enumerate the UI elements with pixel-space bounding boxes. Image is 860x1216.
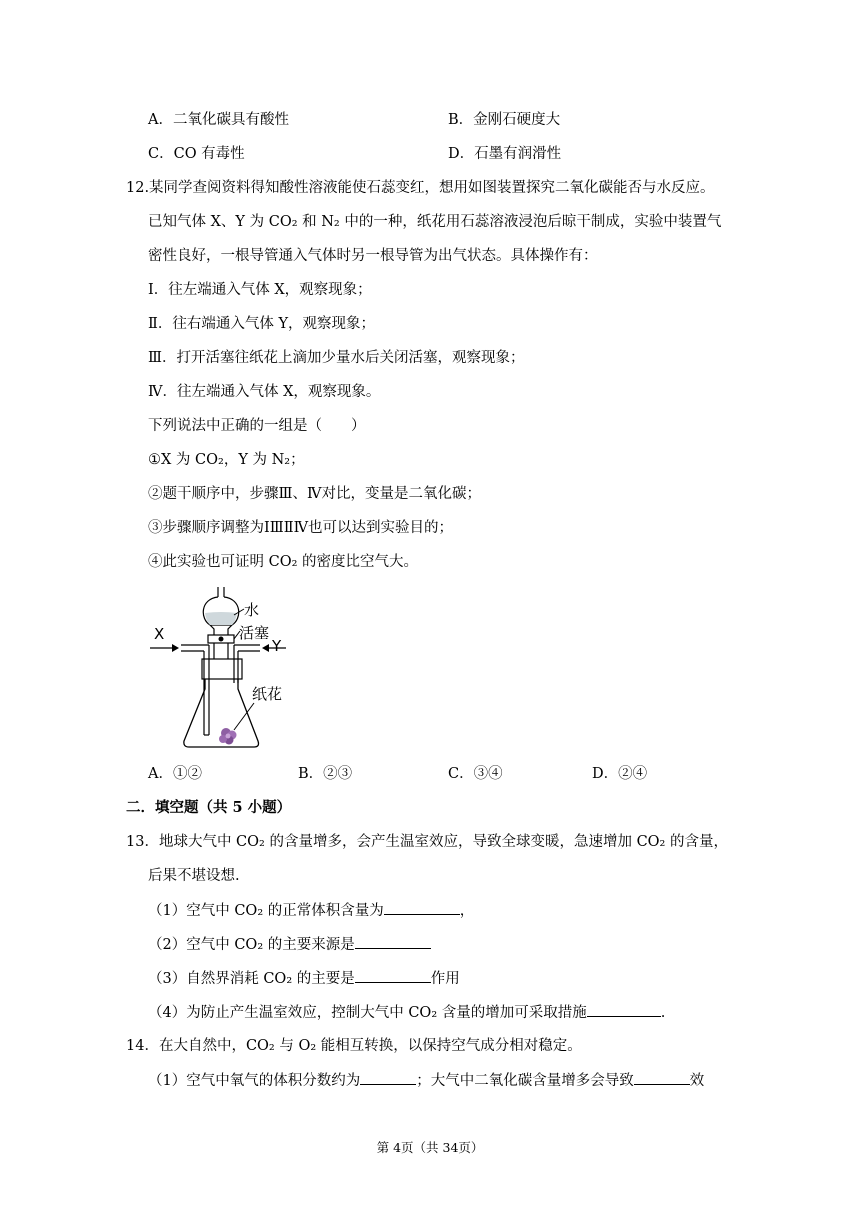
- q11-option-a: A．二氧化碳具有酸性: [148, 112, 289, 128]
- q14-sub1-end: 效: [689, 1073, 705, 1089]
- q13-sub3-blank[interactable]: [355, 968, 431, 983]
- q12-stem-line2: 已知气体 X、Y 为 CO₂ 和 N₂ 中的一种，纸花用石蕊溶液浸泡后晾干制成，实验中装置气: [148, 214, 722, 230]
- q12-statement-2: ②题干顺序中，步骤Ⅲ、Ⅳ对比，变量是二氧化碳；: [148, 486, 481, 502]
- q12-step-4: Ⅳ．往左端通入气体 X，观察现象。: [148, 384, 381, 400]
- q12-stem-line3: 密性良好，一根导管通入气体时另一根导管为出气状态。具体操作有：: [148, 248, 598, 264]
- q13-sub3-text: （3）自然界消耗 CO₂ 的主要是: [148, 971, 355, 987]
- section-title: 二．填空题（共 5 小题）: [126, 799, 292, 816]
- q13-sub2-blank[interactable]: [355, 934, 431, 949]
- q12-option-d: D．②④: [592, 766, 648, 782]
- q12-option-a: A．①②: [148, 766, 202, 782]
- q12-option-c: C．③④: [448, 766, 503, 782]
- q14-sub1: [148, 1070, 704, 1091]
- q11-option-b: B．金刚石硬度大: [448, 112, 561, 128]
- label-water: 水: [244, 601, 260, 619]
- q14-sub1-blank1[interactable]: [360, 1070, 416, 1085]
- q13-sub2: [148, 934, 431, 955]
- rubber-stopper: [202, 659, 242, 679]
- q13-sub3-end: 作用: [430, 971, 460, 987]
- q11-option-d: D．石墨有润滑性: [448, 146, 562, 162]
- label-paper-flower: 纸花: [252, 685, 283, 703]
- q13-sub4-blank[interactable]: [587, 1002, 661, 1017]
- apparatus-diagram: [148, 585, 308, 750]
- q12-statement-4: ④此实验也可证明 CO₂ 的密度比空气大。: [148, 554, 419, 570]
- q12-option-b: B．②③: [298, 766, 353, 782]
- q14-sub1-text: （1）空气中氧气的体积分数约为: [148, 1073, 361, 1089]
- q13-stem-line2: 后果不堪设想.: [148, 868, 240, 884]
- q13-sub1-end: ，: [459, 903, 475, 919]
- q13-sub1-blank[interactable]: [384, 900, 460, 915]
- q12-prompt: 下列说法中正确的一组是（ ）: [148, 418, 366, 434]
- q13-sub4-text: （4）为防止产生温室效应，控制大气中 CO₂ 含量的增加可采取措施: [148, 1005, 587, 1021]
- q13-sub3: [148, 968, 460, 989]
- q12-step-1: Ⅰ．往左端通入气体 X，观察现象；: [148, 282, 372, 298]
- water-in-funnel: [205, 612, 237, 625]
- label-x: X: [154, 625, 165, 643]
- q14-sub1-mid: ；大气中二氧化碳含量增多会导致: [416, 1073, 634, 1089]
- q13-sub4-end: .: [660, 1005, 666, 1021]
- q14-stem: 14．在大自然中，CO₂ 与 O₂ 能相互转换，以保持空气成分相对稳定。: [126, 1038, 582, 1054]
- right-tube: [234, 645, 260, 683]
- label-stopcock: 活塞: [239, 624, 270, 642]
- paper-flower: [219, 728, 237, 745]
- q14-sub1-blank2[interactable]: [634, 1070, 690, 1085]
- q12-step-2: Ⅱ．往右端通入气体 Y，观察现象；: [148, 316, 376, 332]
- q11-option-c: C．CO 有毒性: [148, 146, 245, 162]
- q12-step-3: Ⅲ．打开活塞往纸花上滴加少量水后关闭活塞，观察现象；: [148, 350, 525, 366]
- q12-statement-3: ③步骤顺序调整为ⅠⅢⅡⅣ也可以达到实验目的；: [148, 520, 454, 536]
- arrow-x: [150, 644, 179, 652]
- q12-statement-1: ①X 为 CO₂，Y 为 N₂；: [148, 452, 305, 468]
- label-y: Y: [272, 637, 282, 655]
- q13-sub4: [148, 1002, 665, 1023]
- q13-sub1-text: （1）空气中 CO₂ 的正常体积含量为: [148, 903, 384, 919]
- q13-sub1: [148, 900, 474, 921]
- q12-stem-line1: 12.某同学查阅资料得知酸性溶液能使石蕊变红，想用如图装置探究二氧化碳能否与水反应。: [126, 180, 715, 196]
- page-footer: 第 4页（共 34页）: [376, 1140, 484, 1155]
- q13-stem-line1: 13．地球大气中 CO₂ 的含量增多，会产生温室效应，导致全球变暖，急速增加 CO₂ 的含量，: [126, 834, 728, 850]
- q13-sub2-text: （2）空气中 CO₂ 的主要来源是: [148, 937, 355, 953]
